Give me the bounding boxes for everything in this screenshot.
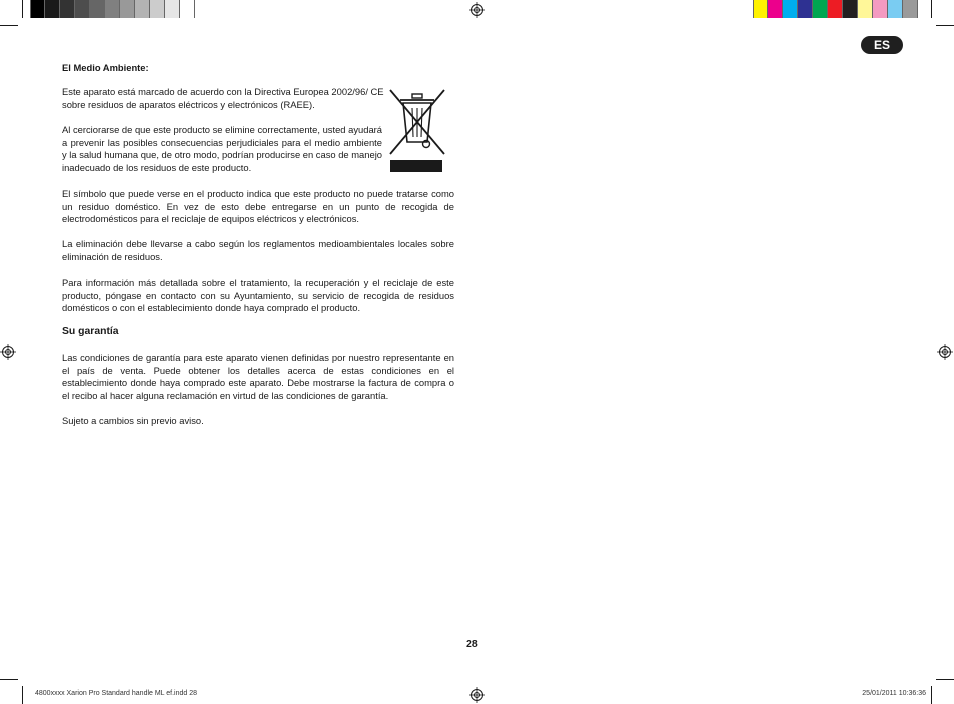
calibration-swatch — [888, 0, 903, 18]
registration-target-icon — [0, 344, 16, 360]
registration-target-icon — [937, 344, 953, 360]
crop-mark — [22, 0, 23, 18]
crossed-out-bin-icon — [388, 88, 446, 176]
crop-mark — [936, 25, 954, 26]
warranty-paragraph-1: Las condiciones de garantía para este aparato vienen definidas por nuestro representante en el país de venta. Puede obtener los detalles acerca de estas condiciones en el establecimiento donde haya comprado este aparato. Debe mostrarse la factura de compra o el recibo al hacer alguna reclamación en virtud de las condiciones de garantía. — [62, 352, 454, 401]
calibration-swatch — [873, 0, 888, 18]
calibration-swatch — [135, 0, 150, 18]
calibration-swatch — [828, 0, 843, 18]
calibration-swatch — [105, 0, 120, 18]
calibration-swatch — [45, 0, 60, 18]
environment-paragraph-1: Este aparato está marcado de acuerdo con la Directiva Europea 2002/96/ CE sobre residuos de aparatos eléctricos y electrónicos (RAEE). — [62, 86, 384, 110]
registration-target-icon — [469, 687, 485, 703]
warranty-paragraph-2: Sujeto a cambios sin previo aviso. — [62, 415, 204, 426]
calibration-swatch — [858, 0, 873, 18]
calibration-swatch — [165, 0, 180, 18]
calibration-swatch — [90, 0, 105, 18]
calibration-swatch — [150, 0, 165, 18]
language-tab: ES — [861, 36, 903, 54]
calibration-swatch — [903, 0, 918, 18]
grey-calibration-bar — [30, 0, 195, 18]
calibration-swatch — [798, 0, 813, 18]
color-calibration-bar — [753, 0, 918, 18]
page-number: 28 — [466, 638, 478, 650]
environment-paragraph-5: Para información más detallada sobre el tratamiento, la recuperación y el reciclaje de este producto, póngase en contacto con su Ayuntamiento, su servicio de recogida de residuos domésticos o con el establecimiento donde haya comprado el producto. — [62, 277, 454, 314]
crop-mark — [931, 0, 932, 18]
warranty-heading: Su garantía — [62, 326, 119, 337]
environment-paragraph-2: Al cerciorarse de que este producto se elimine correctamente, usted ayudará a prevenir las posibles consecuencias perjudiciales para el medio ambiente y la salud humana que, de otro modo, podrían producirse en caso de manejo inadecuado de los residuos de este producto. — [62, 124, 382, 173]
calibration-swatch — [783, 0, 798, 18]
crop-mark — [936, 679, 954, 680]
calibration-swatch — [768, 0, 783, 18]
calibration-swatch — [30, 0, 45, 18]
environment-paragraph-4: La eliminación debe llevarse a cabo según los reglamentos medioambientales locales sobre eliminación de residuos. — [62, 238, 454, 262]
calibration-swatch — [60, 0, 75, 18]
calibration-swatch — [120, 0, 135, 18]
calibration-swatch — [753, 0, 768, 18]
calibration-swatch — [75, 0, 90, 18]
crop-mark — [931, 686, 932, 704]
crop-mark — [0, 25, 18, 26]
crop-mark — [22, 686, 23, 704]
calibration-swatch — [813, 0, 828, 18]
calibration-swatch — [843, 0, 858, 18]
footer-timestamp: 25/01/2011 10:36:36 — [862, 690, 926, 697]
footer-file-name: 4800xxxx Xarion Pro Standard handle ML ef.indd 28 — [35, 690, 198, 697]
environment-heading: El Medio Ambiente: — [62, 62, 149, 73]
registration-target-icon — [469, 2, 485, 18]
calibration-swatch — [180, 0, 195, 18]
crop-mark — [0, 679, 18, 680]
environment-paragraph-3: El símbolo que puede verse en el producto indica que este producto no puede tratarse como un residuo doméstico. En vez de esto debe entregarse en un punto de recogida de electrodomésticos para el reciclaje de equipos eléctricos y electrónicos. — [62, 188, 454, 225]
